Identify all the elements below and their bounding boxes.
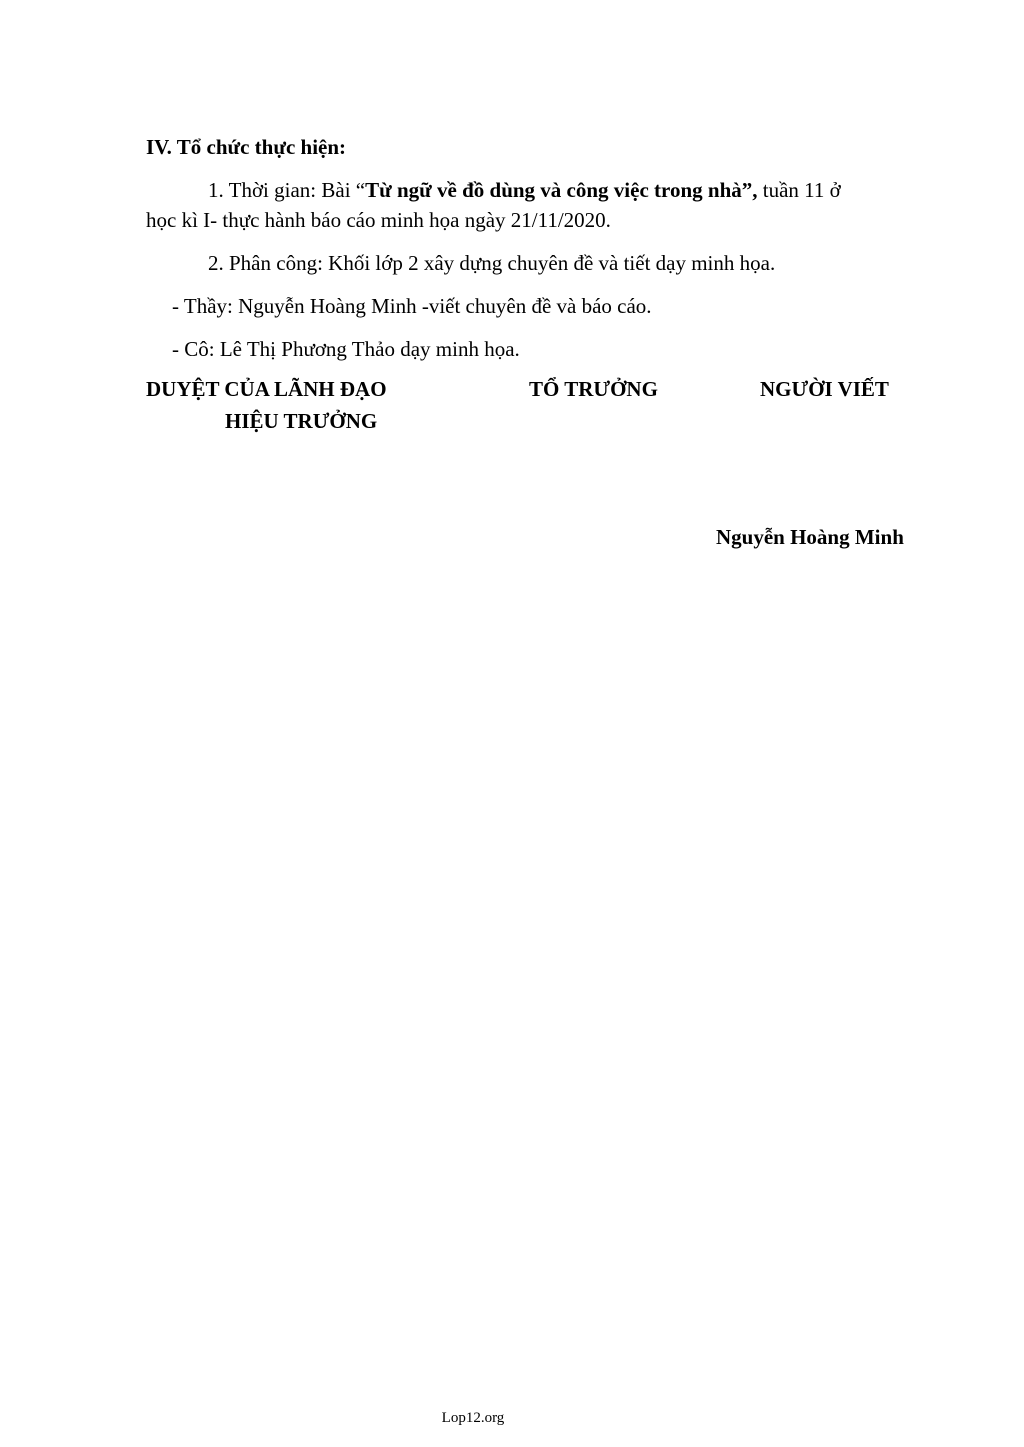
item1-line2: học kì I- thực hành báo cáo minh họa ngày 21/11/2020. (146, 208, 611, 232)
assignment-teacher-male: - Thầy: Nguyễn Hoàng Minh -viết chuyên đề và báo cáo. (172, 294, 652, 318)
item1-prefix: 1. Thời gian: Bài “ (208, 178, 366, 202)
section-heading: IV. Tổ chức thực hiện: (146, 135, 347, 159)
footer-watermark: Lop12.org (441, 1410, 505, 1426)
item1-suffix: tuần 11 ở (757, 178, 841, 202)
writer-name: Nguyễn Hoàng Minh (716, 525, 904, 549)
assignment-teacher-female: - Cô: Lê Thị Phương Thảo dạy minh họa. (172, 337, 520, 361)
item1-title: Từ ngữ về đồ dùng và công việc trong nhà”, (365, 178, 758, 202)
writer-heading: NGƯỜI VIẾT (760, 377, 889, 401)
item1-line1 (208, 180, 841, 201)
item2-line: 2. Phân công: Khối lớp 2 xây dựng chuyên đề và tiết dạy minh họa. (208, 251, 776, 275)
approval-heading: DUYỆT CỦA LÃNH ĐẠO (146, 377, 387, 401)
team-leader-heading: TỔ TRƯỞNG (529, 377, 658, 401)
principal-heading: HIỆU TRƯỞNG (225, 409, 378, 433)
